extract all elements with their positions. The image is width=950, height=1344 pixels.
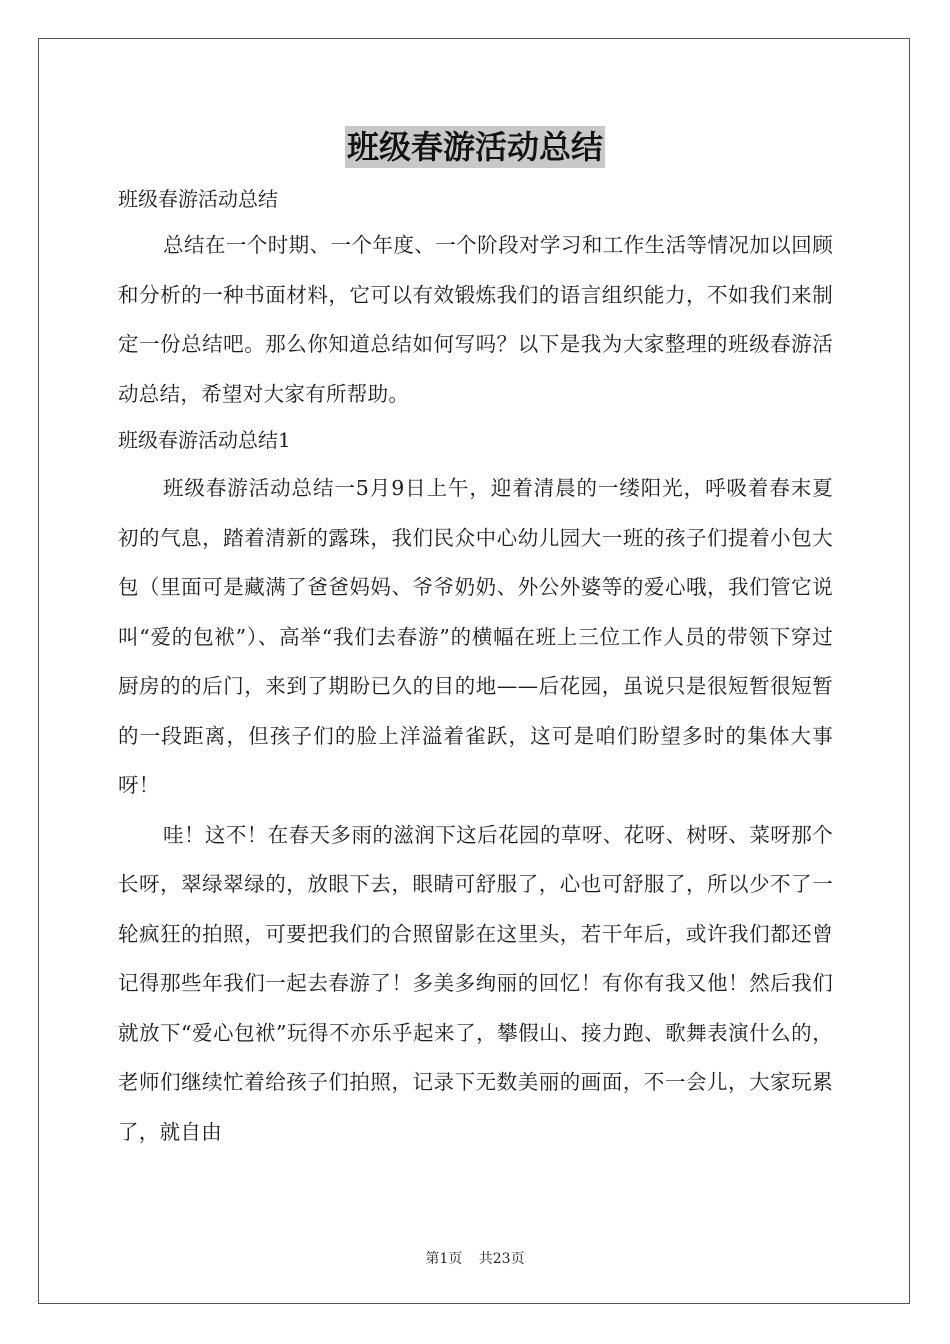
total-pages: 共23页 bbox=[478, 1251, 525, 1267]
document-body bbox=[118, 180, 833, 1157]
title-container bbox=[0, 126, 950, 168]
document-title: 班级春游活动总结 bbox=[346, 128, 603, 166]
section-1-paragraph-2: 哇！这不！在春天多雨的滋润下这后花园的草呀、花呀、树呀、菜呀那个长呀，翠绿翠绿的，放眼下去，眼睛可舒服了，心也可舒服了，所以少不了一轮疯狂的拍照，可要把我们的合照留影在这里头，若干年后，或许我们都还曾记得那些年我们一起去春游了！多美多绚丽的回忆！有你有我又他！然后我们就放下“爱心包袱”玩得不亦乐乎起来了，攀假山、接力跑、歌舞表演什么的，老师们继续忙着给孩子们拍照，记录下无数美丽的画面，不一会儿，大家玩累了，就自由 bbox=[118, 822, 833, 1144]
document-subtitle: 班级春游活动总结 bbox=[118, 187, 278, 211]
page-footer bbox=[0, 1248, 950, 1268]
intro-paragraph: 总结在一个时期、一个年度、一个阶段对学习和工作生活等情况加以回顾和分析的一种书面材料，它可以有效锻炼我们的语言组织能力，不如我们来制定一份总结吧。那么你知道总结如何写吗？以下是我为大家整理的班级春游活动总结，希望对大家有所帮助。 bbox=[118, 233, 833, 406]
page-number: 第1页 bbox=[425, 1251, 463, 1267]
section-heading-1: 班级春游活动总结1 bbox=[118, 428, 291, 452]
section-1-paragraph-1: 班级春游活动总结一5月9日上午，迎着清晨的一缕阳光，呼吸着春末夏初的气息，踏着清新的露珠，我们民众中心幼儿园大一班的孩子们提着小包大包（里面可是藏满了爸爸妈妈、爷爷奶奶、外公外婆等的爱心哦，我们管它说叫“爱的包袱”）、高举“我们去春游”的横幅在班上三位工作人员的带领下穿过厨房的的后门，来到了期盼已久的目的地——后花园，虽说只是很短暂很短暂的一段距离，但孩子们的脸上洋溢着雀跃，这可是咱们盼望多时的集体大事呀！ bbox=[118, 476, 833, 797]
